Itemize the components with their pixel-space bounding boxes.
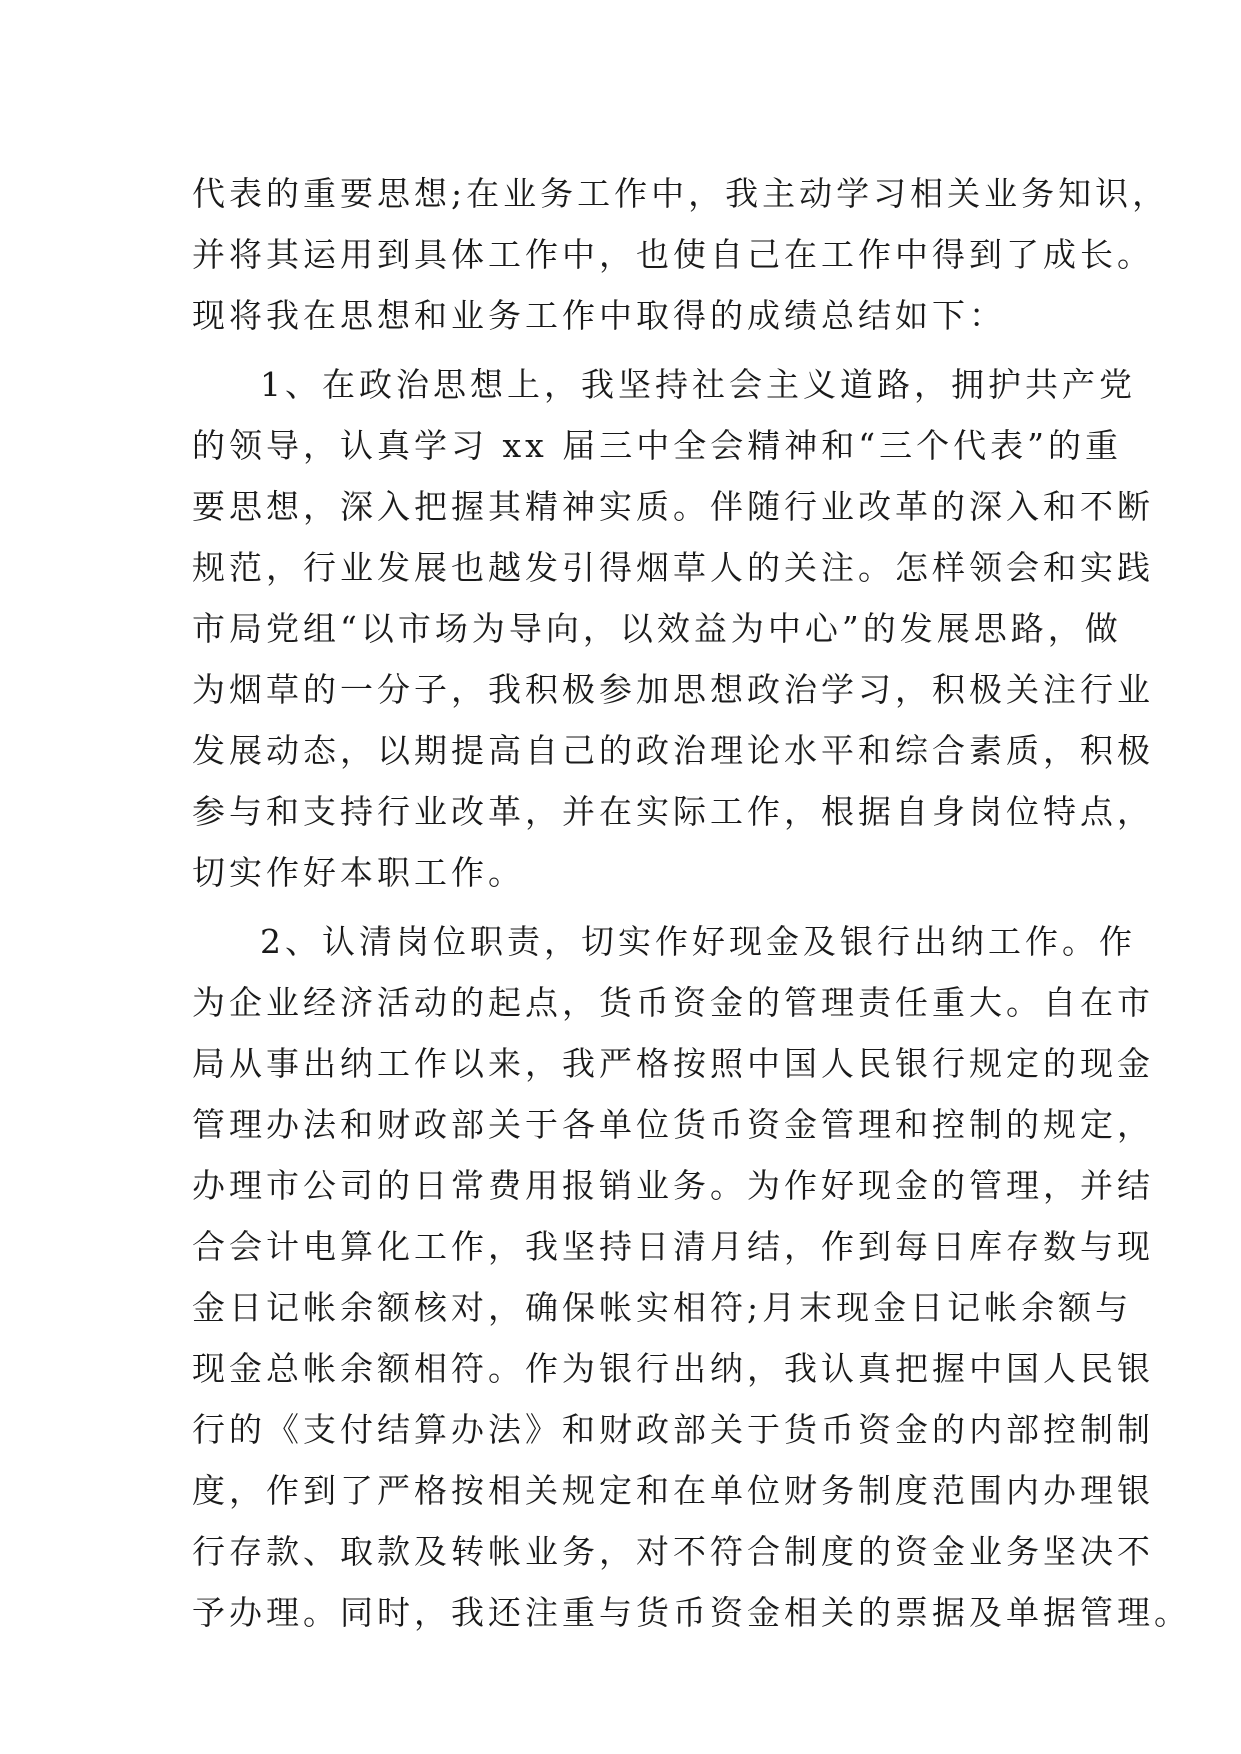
text-line: 为企业经济活动的起点，货币资金的管理责任重大。自在市 <box>192 983 1154 1022</box>
text-line: 1、在政治思想上，我坚持社会主义道路，拥护共产党 <box>260 365 1136 404</box>
text-line: 参与和支持行业改革，并在实际工作，根据自身岗位特点， <box>192 792 1154 831</box>
text-line: 切实作好本职工作。 <box>192 853 525 892</box>
paragraph-1 <box>192 354 1154 903</box>
text-line: 市局党组“以市场为导向，以效益为中心”的发展思路，做 <box>192 609 1122 648</box>
text-line: 现金总帐余额相符。作为银行出纳，我认真把握中国人民银 <box>192 1349 1154 1388</box>
text-line: 要思想，深入把握其精神实质。伴随行业改革的深入和不断 <box>192 487 1154 526</box>
text-line: 予办理。同时，我还注重与货币资金相关的票据及单据管理。 <box>192 1593 1191 1632</box>
text-line: 行的《支付结算办法》和财政部关于货币资金的内部控制制 <box>192 1410 1154 1449</box>
text-line: 代表的重要思想;在业务工作中，我主动学习相关业务知识， <box>192 174 1170 213</box>
document-body <box>192 163 1191 1643</box>
paragraph-2 <box>192 911 1191 1643</box>
text-line: 为烟草的一分子，我积极参加思想政治学习，积极关注行业 <box>192 670 1154 709</box>
text-line: 局从事出纳工作以来，我严格按照中国人民银行规定的现金 <box>192 1044 1154 1083</box>
text-line: 行存款、取款及转帐业务，对不符合制度的资金业务坚决不 <box>192 1532 1154 1571</box>
text-line: 现将我在思想和业务工作中取得的成绩总结如下： <box>192 296 1006 335</box>
intro-paragraph <box>192 163 1170 346</box>
text-line: 的领导，认真学习 xx 届三中全会精神和“三个代表”的重 <box>192 426 1122 465</box>
text-line: 2、认清岗位职责，切实作好现金及银行出纳工作。作 <box>260 922 1136 961</box>
text-line: 办理市公司的日常费用报销业务。为作好现金的管理，并结 <box>192 1166 1154 1205</box>
text-line: 规范，行业发展也越发引得烟草人的关注。怎样领会和实践 <box>192 548 1154 587</box>
text-line: 并将其运用到具体工作中，也使自己在工作中得到了成长。 <box>192 235 1154 274</box>
text-line: 合会计电算化工作，我坚持日清月结，作到每日库存数与现 <box>192 1227 1154 1266</box>
text-line: 管理办法和财政部关于各单位货币资金管理和控制的规定， <box>192 1105 1154 1144</box>
text-line: 金日记帐余额核对，确保帐实相符;月末现金日记帐余额与 <box>192 1288 1133 1327</box>
text-line: 发展动态，以期提高自己的政治理论水平和综合素质，积极 <box>192 731 1154 770</box>
text-line: 度，作到了严格按相关规定和在单位财务制度范围内办理银 <box>192 1471 1154 1510</box>
